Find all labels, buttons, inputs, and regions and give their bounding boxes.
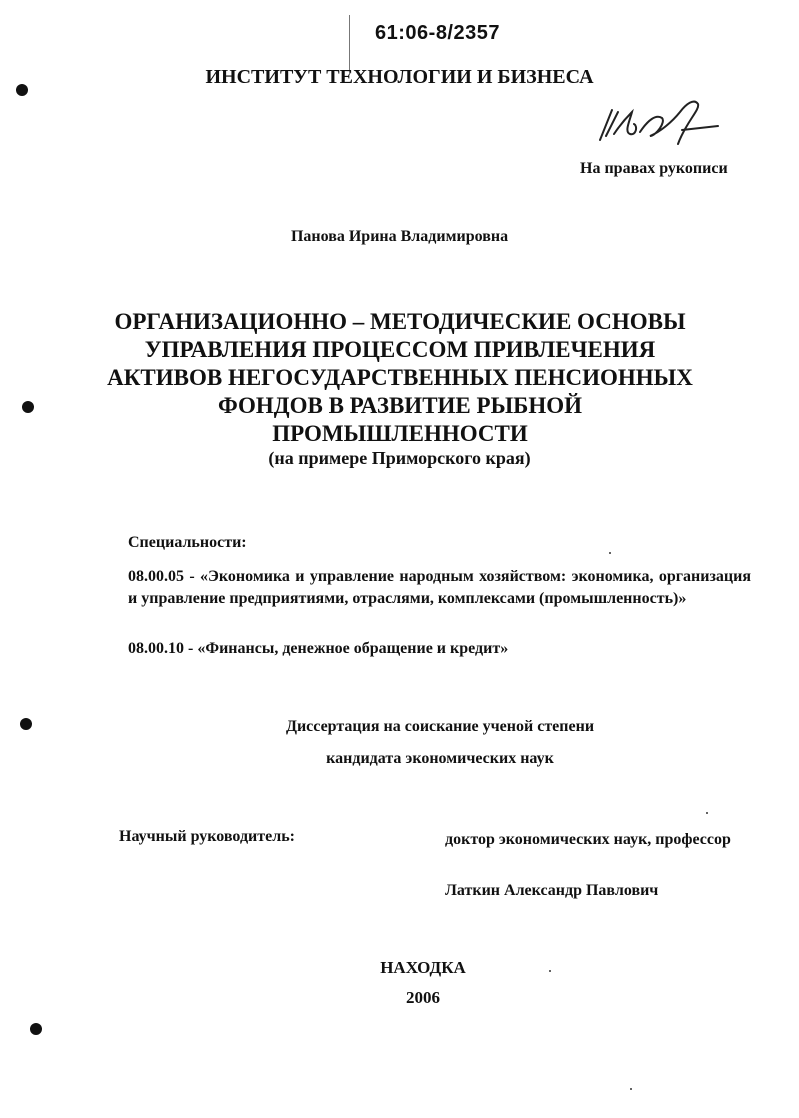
scan-speck xyxy=(630,1088,632,1090)
supervisor-label: Научный руководитель: xyxy=(119,828,295,845)
binding-mark-icon xyxy=(20,718,32,730)
specialty-2: 08.00.10 - «Финансы, денежное обращение и кредит» xyxy=(128,640,509,657)
supervisor-degree: доктор экономических наук, профессор xyxy=(445,831,731,848)
title-line: ФОНДОВ В РАЗВИТИЕ РЫБНОЙ xyxy=(217,393,583,418)
handwritten-signature xyxy=(590,92,740,162)
year: 2006 xyxy=(406,988,440,1007)
scan-speck xyxy=(549,970,551,972)
dissertation-degree-line1: Диссертация на соискание ученой степени xyxy=(285,718,595,735)
archive-code: 61:06-8/2357 xyxy=(375,22,500,44)
binding-mark-icon xyxy=(22,401,34,413)
author-name: Панова Ирина Владимировна xyxy=(290,228,509,245)
institute-name: ИНСТИТУТ ТЕХНОЛОГИИ И БИЗНЕСА xyxy=(205,66,594,88)
supervisor-name: Латкин Александр Павлович xyxy=(445,882,659,899)
specialty-1: 08.00.05 - «Экономика и управление народным хозяйством: экономика, организация и управление предприятиями, отраслями, комплексами (промышленность)» xyxy=(128,568,751,607)
dissertation-degree-line2: кандидата экономических наук xyxy=(326,750,554,767)
title-line: ОРГАНИЗАЦИОННО – МЕТОДИЧЕСКИЕ ОСНОВЫ xyxy=(114,309,686,334)
dissertation-title xyxy=(100,308,700,448)
title-line: АКТИВОВ НЕГОСУДАРСТВЕННЫХ ПЕНСИОННЫХ xyxy=(107,365,693,390)
title-line: ПРОМЫШЛЕННОСТИ xyxy=(272,421,528,446)
binding-mark-icon xyxy=(16,84,28,96)
binding-mark-icon xyxy=(30,1023,42,1035)
city: НАХОДКА xyxy=(380,958,466,977)
scan-speck xyxy=(609,552,611,554)
specialties-label: Специальности: xyxy=(128,534,247,551)
scan-speck xyxy=(706,812,708,814)
manuscript-rights: На правах рукописи xyxy=(580,160,728,177)
title-subtitle: (на примере Приморского края) xyxy=(268,448,531,468)
title-line: УПРАВЛЕНИЯ ПРОЦЕССОМ ПРИВЛЕЧЕНИЯ xyxy=(144,337,656,362)
